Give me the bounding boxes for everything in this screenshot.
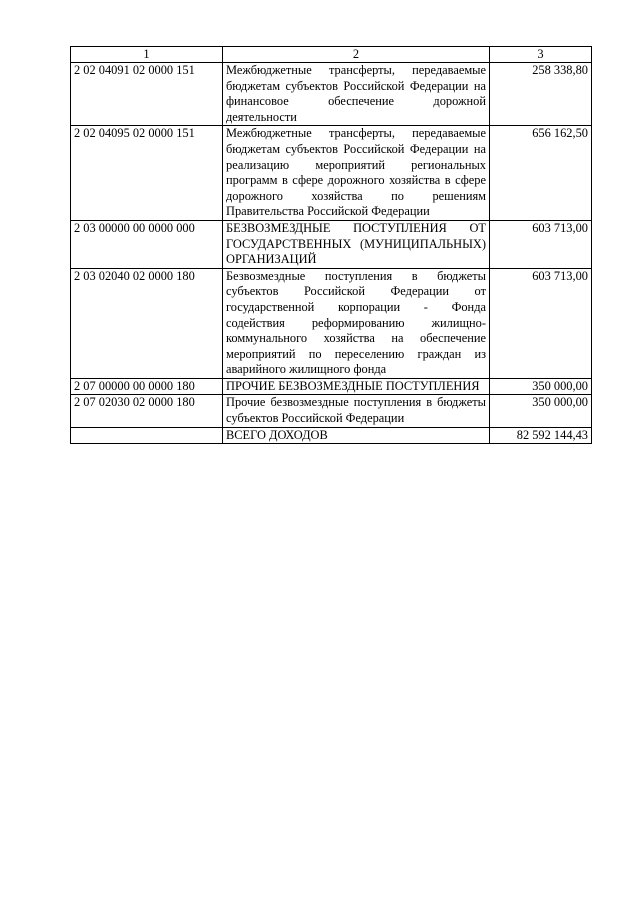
table-row xyxy=(71,268,592,378)
row-code: 2 02 04095 02 0000 151 xyxy=(71,126,223,221)
table-row xyxy=(71,63,592,126)
row-amount: 350 000,00 xyxy=(490,395,592,427)
row-amount: 603 713,00 xyxy=(490,220,592,268)
row-description: Межбюджетные трансферты, передаваемые бюджетам субъектов Российской Федерации на реализацию мероприятий региональных программ в сфере дорожного хозяйства в сфере дорожного хозяйства по решениям Правительства Российской Федерации xyxy=(223,126,490,221)
row-description: Безвозмездные поступления в бюджеты субъектов Российской Федерации от государственной корпорации - Фонда содействия реформированию жилищно-коммунального хозяйства на обеспечение мероприятий по переселению граждан из аварийного жилищного фонда xyxy=(223,268,490,378)
budget-income-table xyxy=(70,46,592,444)
total-code xyxy=(71,427,223,444)
table-row xyxy=(71,126,592,221)
column-header-2: 2 xyxy=(223,47,490,63)
row-amount: 350 000,00 xyxy=(490,378,592,395)
table-row xyxy=(71,220,592,268)
row-code: 2 03 02040 02 0000 180 xyxy=(71,268,223,378)
column-header-3: 3 xyxy=(490,47,592,63)
table-header-row xyxy=(71,47,592,63)
row-code: 2 07 00000 00 0000 180 xyxy=(71,378,223,395)
total-row xyxy=(71,427,592,444)
row-code: 2 03 00000 00 0000 000 xyxy=(71,220,223,268)
row-amount: 258 338,80 xyxy=(490,63,592,126)
table-row xyxy=(71,378,592,395)
row-amount: 603 713,00 xyxy=(490,268,592,378)
total-amount: 82 592 144,43 xyxy=(490,427,592,444)
row-code: 2 02 04091 02 0000 151 xyxy=(71,63,223,126)
row-description: ПРОЧИЕ БЕЗВОЗМЕЗДНЫЕ ПОСТУПЛЕНИЯ xyxy=(223,378,490,395)
row-amount: 656 162,50 xyxy=(490,126,592,221)
row-description: Прочие безвозмездные поступления в бюджеты субъектов Российской Федерации xyxy=(223,395,490,427)
row-code: 2 07 02030 02 0000 180 xyxy=(71,395,223,427)
row-description: Межбюджетные трансферты, передаваемые бюджетам субъектов Российской Федерации на финансовое обеспечение дорожной деятельности xyxy=(223,63,490,126)
table-row xyxy=(71,395,592,427)
column-header-1: 1 xyxy=(71,47,223,63)
total-label: ВСЕГО ДОХОДОВ xyxy=(223,427,490,444)
row-description: БЕЗВОЗМЕЗДНЫЕ ПОСТУПЛЕНИЯ ОТ ГОСУДАРСТВЕННЫХ (МУНИЦИПАЛЬНЫХ) ОРГАНИЗАЦИЙ xyxy=(223,220,490,268)
